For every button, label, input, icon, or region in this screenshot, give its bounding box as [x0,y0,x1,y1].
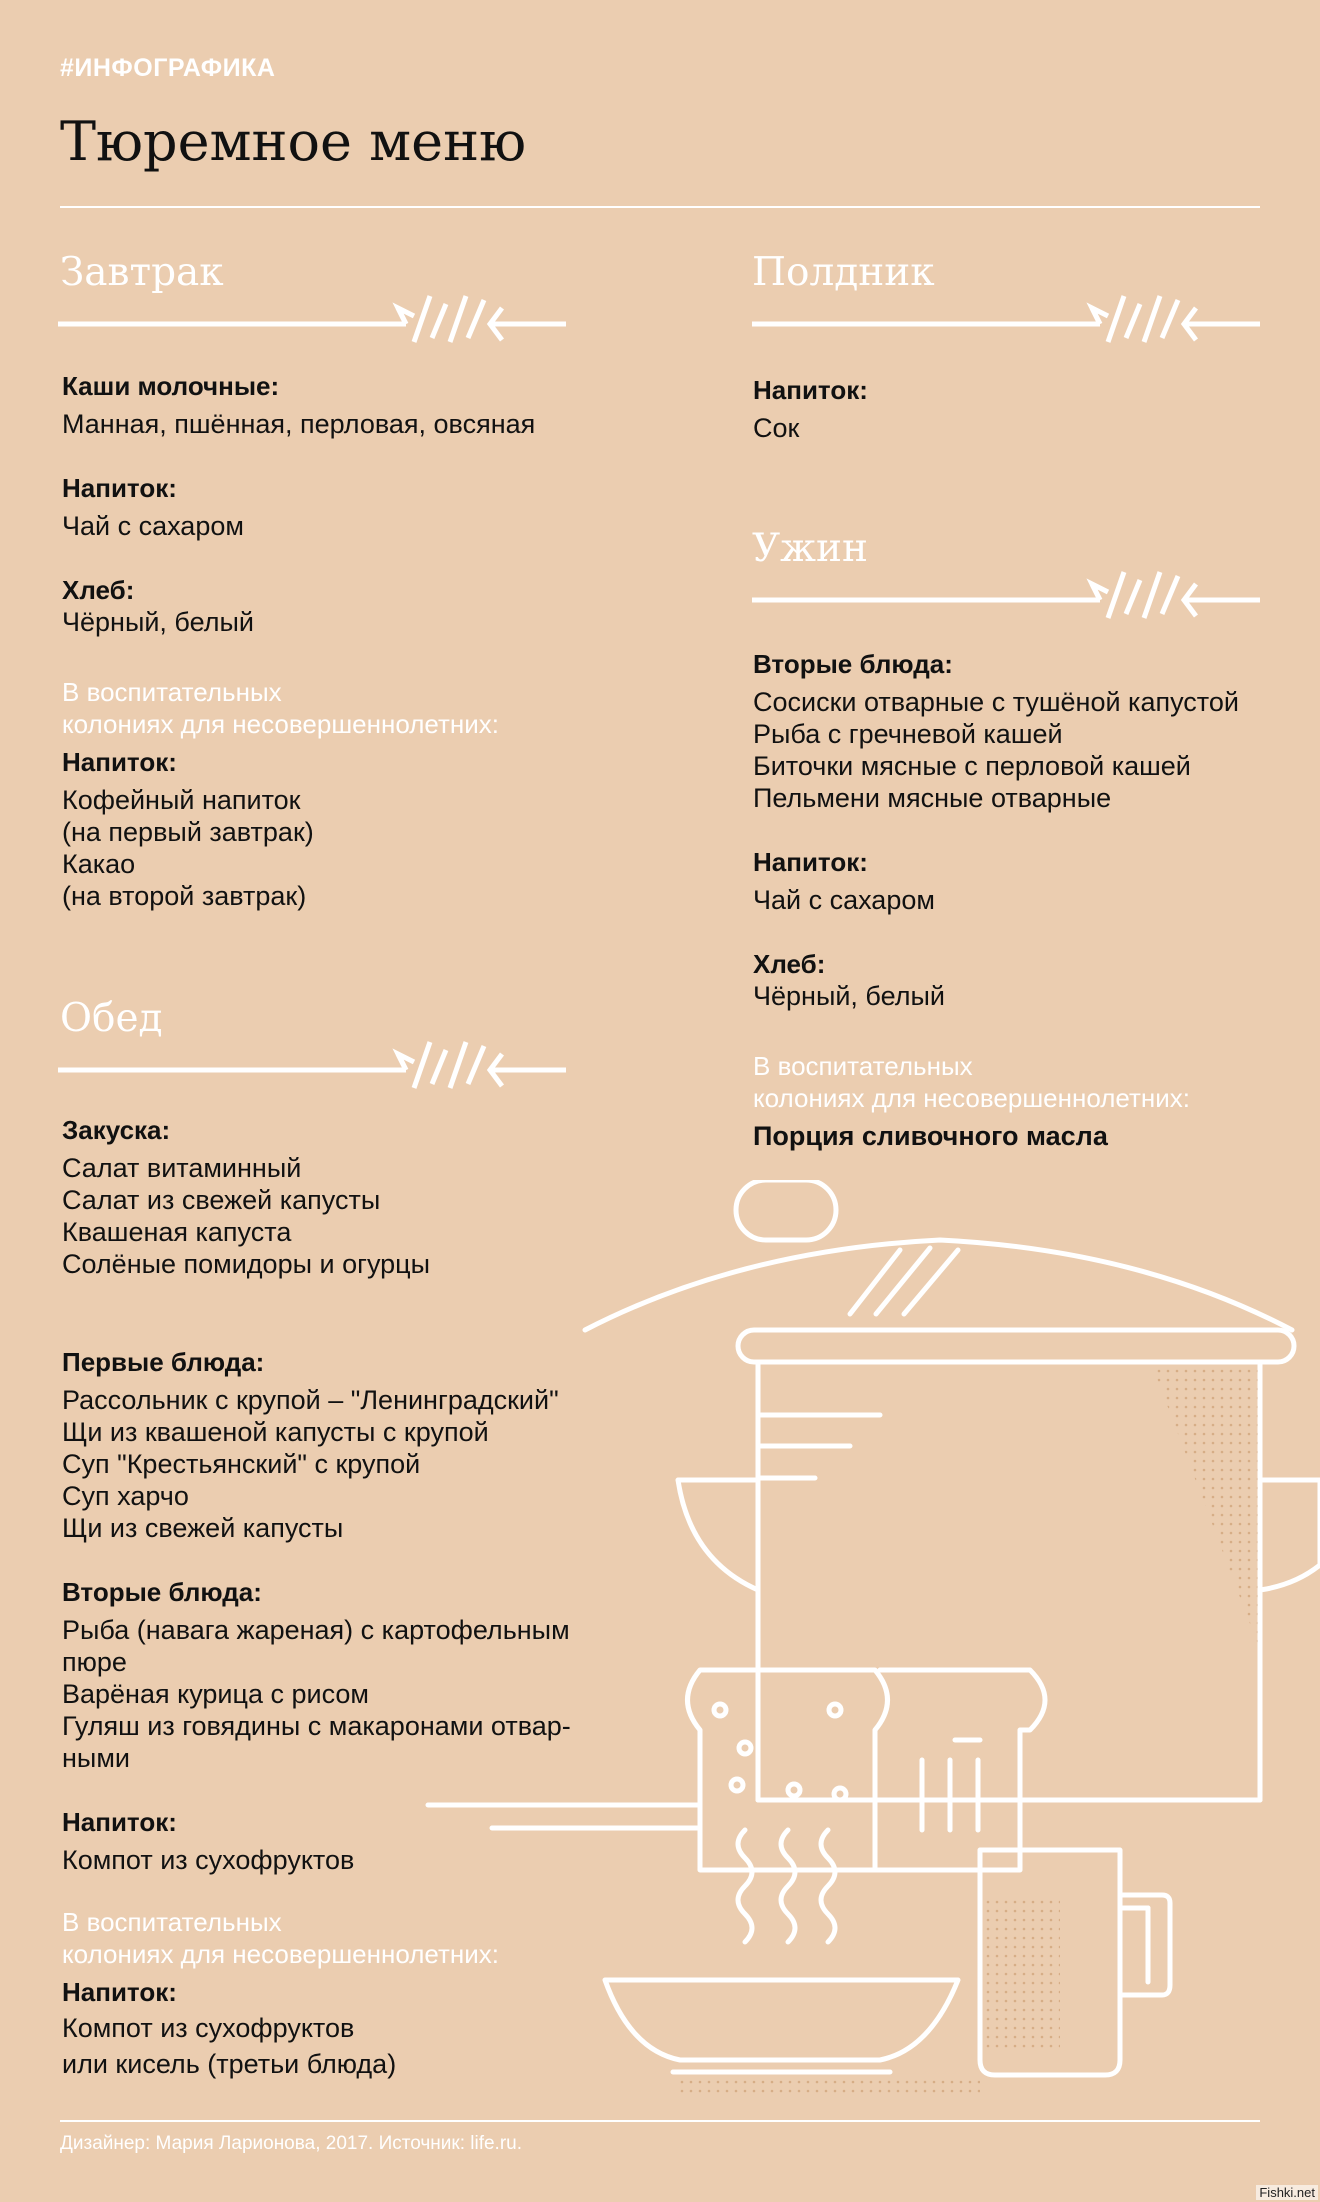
menu-line: Чай с сахаром [753,885,935,915]
menu-line: Салат витаминный [62,1153,302,1183]
barbed-wire-icon [752,290,1262,346]
menu-line: (на первый завтрак) [62,817,314,847]
group-label: Напиток: [753,847,868,877]
footer-divider [60,2120,1260,2122]
group-label: Хлеб: [753,949,826,979]
menu-line: Рыба (навага жареная) с картофельным [62,1615,570,1645]
menu-line: Варёная курица с рисом [62,1679,369,1709]
dinner-group-second-courses [753,648,1239,814]
menu-line: Чёрный, белый [753,981,945,1011]
group-label: Напиток: [62,747,177,777]
menu-line: (на второй завтрак) [62,881,307,911]
barbed-wire-icon [58,1036,568,1092]
menu-line: Биточки мясные с перловой кашей [753,751,1191,781]
group-label: Напиток: [62,1807,177,1837]
snack-title: Полдник [752,250,935,295]
menu-line: Компот из сухофруктов [62,2013,355,2043]
lunch-group-drink [62,1806,354,1876]
group-label: Напиток: [62,473,177,503]
lunch-note-group [62,1976,396,2082]
lunch-title: Обед [60,996,163,1041]
menu-line: Чай с сахаром [62,511,244,541]
pot-icon [585,1180,1320,1800]
group-label: Напиток: [62,1977,177,2007]
breakfast-group-drink [62,472,244,542]
menu-line: Солёные помидоры и огурцы [62,1249,431,1279]
note-line: В воспитательных [62,677,282,707]
barbed-wire-icon [752,566,1262,622]
group-label: Напиток: [753,375,868,405]
menu-line: Сок [753,413,800,443]
infographic-tag: #ИНФОГРАФИКА [60,54,276,82]
barbed-wire-icon [58,290,568,346]
note-line: колониях для несовершеннолетних: [62,1939,500,1969]
dinner-note-text: Порция сливочного масла [753,1121,1108,1151]
menu-line: Чёрный, белый [62,607,254,637]
group-label: Вторые блюда: [753,649,953,679]
dinner-note [753,1050,1190,1114]
menu-line: Квашеная капуста [62,1217,292,1247]
menu-line: Рыба с гречневой кашей [753,719,1063,749]
menu-line: Компот из сухофруктов [62,1845,355,1875]
footer-credit: Дизайнер: Мария Ларионова, 2017. Источник: life.ru. [60,2133,522,2154]
menu-line: Манная, пшённая, перловая, овсяная [62,409,536,439]
menu-line: Сосиски отварные с тушёной капустой [753,687,1239,717]
steam-icon [738,1830,835,1942]
menu-line: ными [62,1743,130,1773]
dinner-group-bread [753,948,945,1012]
note-line: В воспитательных [753,1051,973,1081]
header-divider [60,206,1260,208]
menu-line: Пельмени мясные отварные [753,783,1112,813]
note-line: колониях для несовершеннолетних: [62,709,500,739]
breakfast-group-porridge [62,370,535,440]
watermark: Fishki.net [1256,2185,1318,2200]
menu-line: Суп харчо [62,1481,189,1511]
bread-icon [410,1180,1045,1870]
dinner-title: Ужин [752,526,869,571]
snack-group-drink [753,374,868,444]
group-label: Вторые блюда: [62,1577,262,1607]
group-label: Закуска: [62,1115,171,1145]
note-line: В воспитательных [62,1907,282,1937]
page-title: Тюремное меню [60,110,527,173]
group-label: Каши молочные: [62,371,280,401]
breakfast-note-group [62,746,314,912]
breakfast-group-bread [62,574,254,638]
menu-line: пюре [62,1647,127,1677]
menu-line: Кофейный напиток [62,785,301,815]
lunch-group-appetizer [62,1114,430,1280]
dinner-group-drink [753,846,935,916]
menu-line: или кисель (третьи блюда) [62,2049,397,2079]
menu-line: Какао [62,849,136,879]
breakfast-title: Завтрак [60,250,224,295]
note-line: колониях для несовершеннолетних: [753,1083,1191,1113]
menu-line: Гуляш из говядины с макаронами отвар- [62,1711,571,1741]
menu-line: Суп "Крестьянский" с крупой [62,1449,421,1479]
menu-line: Щи из свежей капусты [62,1513,344,1543]
group-label: Первые блюда: [62,1347,265,1377]
menu-line: Щи из квашеной капусты с крупой [62,1417,489,1447]
menu-line: Салат из свежей капусты [62,1185,381,1215]
menu-line: Рассольник с крупой – "Ленинградский" [62,1385,559,1415]
kitchenware-illustration [410,1180,1320,2100]
group-label: Хлеб: [62,575,135,605]
breakfast-note [62,676,499,740]
